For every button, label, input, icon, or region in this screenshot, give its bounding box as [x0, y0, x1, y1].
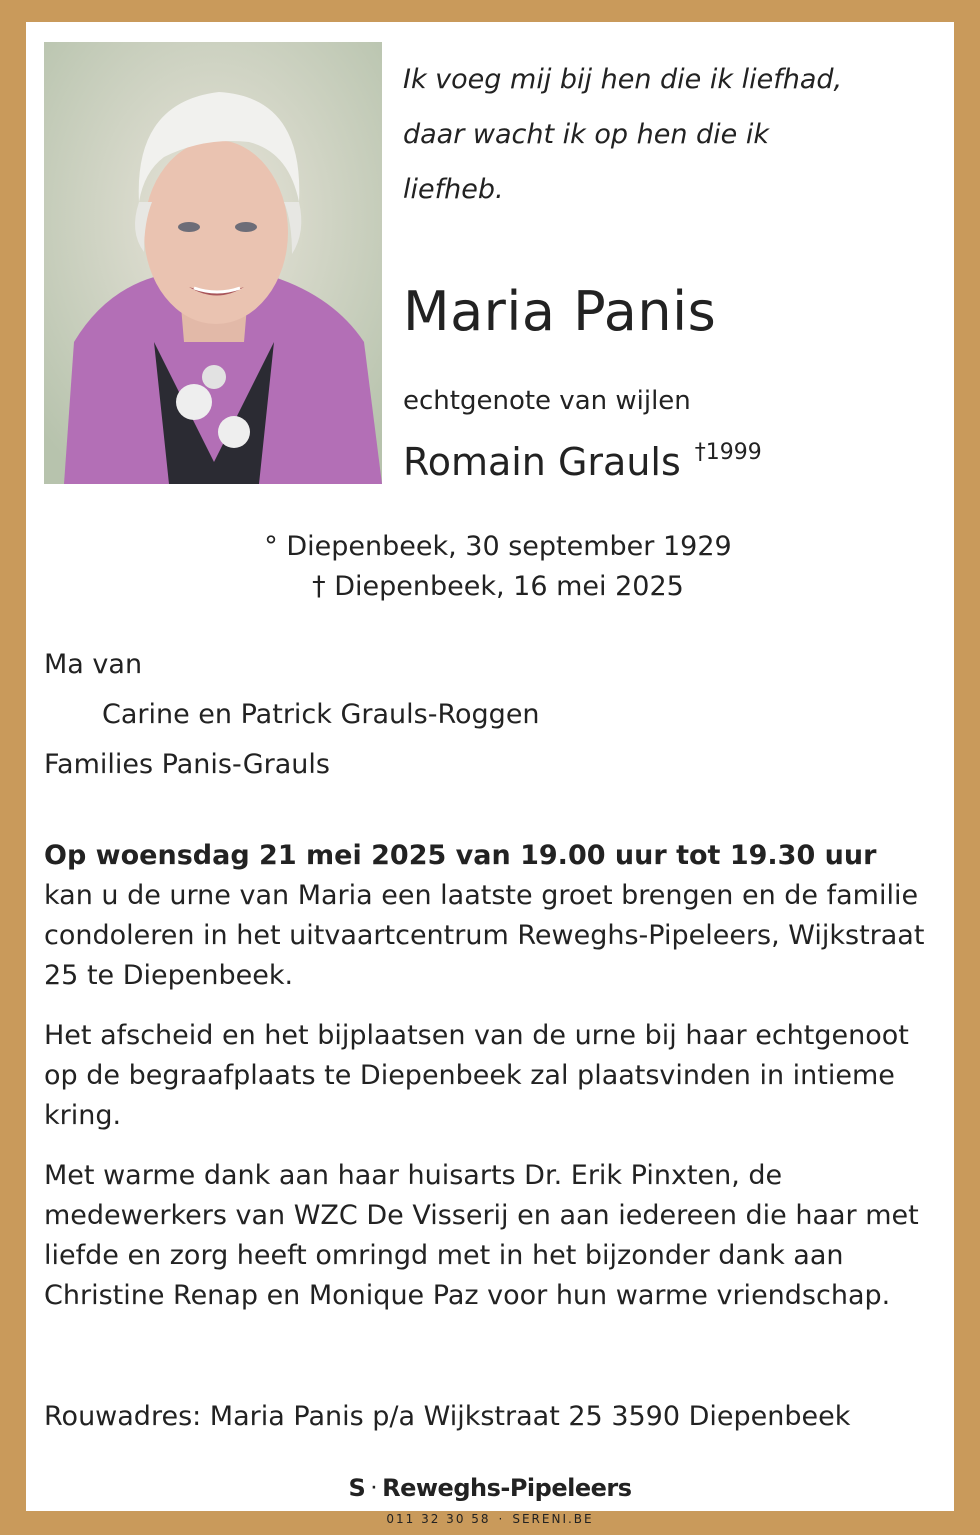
spouse-line	[403, 440, 762, 484]
obituary-card	[26, 22, 954, 1526]
quote-line: daar wacht ik op hen die ik	[403, 119, 770, 150]
quote-line: liefheb.	[403, 174, 504, 205]
quote-line: Ik voeg mij bij hen die ik liefhad,	[403, 64, 843, 95]
logo-mark: S	[348, 1474, 366, 1502]
website-link[interactable]: SERENI.BE	[512, 1512, 594, 1526]
announcement-body	[44, 836, 944, 1336]
families: Families Panis-Grauls	[44, 749, 330, 780]
deceased-name: Maria Panis	[403, 280, 717, 343]
thanks-paragraph: Met warme dank aan haar huisarts Dr. Erik Pinxten, de medewerkers van WZC De Visserij en aan iedereen die haar met liefde en zorg heeft omringd met in het bijzonder dank aan Christine Renap en Monique Paz voor hun warme vriendschap.	[44, 1160, 919, 1311]
funeral-home-logo	[26, 1474, 954, 1502]
visitation-time: Op woensdag 21 mei 2025 van 19.00 uur tot 19.30 uur	[44, 840, 877, 871]
portrait-photo	[44, 42, 382, 484]
phone-number: 011 32 30 58	[386, 1512, 491, 1526]
contact-line	[26, 1512, 954, 1526]
death-date: † Diepenbeek, 16 mei 2025	[312, 571, 684, 602]
mourning-address: Rouwadres: Maria Panis p/a Wijkstraat 25 3590 Diepenbeek	[44, 1401, 851, 1432]
logo-separator: ·	[371, 1480, 377, 1496]
life-dates	[26, 527, 954, 607]
birth-date: ° Diepenbeek, 30 september 1929	[264, 531, 732, 562]
contact-separator: ·	[498, 1512, 505, 1526]
funeral-home-footer	[26, 1474, 954, 1526]
logo-name: Reweghs-Pipeleers	[382, 1474, 632, 1502]
family-intro: Ma van	[44, 649, 143, 680]
farewell-paragraph: Het afscheid en het bijplaatsen van de urne bij haar echtgenoot op de begraafplaats te Diepenbeek zal plaatsvinden in intieme kring.	[44, 1020, 909, 1131]
quote	[403, 52, 923, 217]
children: Carine en Patrick Grauls-Roggen	[102, 699, 540, 730]
spouse-death-year: †1999	[694, 440, 762, 465]
spouse-name: Romain Grauls	[403, 440, 681, 484]
visitation-text: kan u de urne van Maria een laatste groet brengen en de familie condoleren in het uitvaartcentrum Reweghs-Pipeleers, Wijkstraat 25 te Diepenbeek.	[44, 880, 925, 991]
visitation-paragraph	[44, 836, 944, 996]
family-section	[44, 645, 540, 785]
spouse-intro: echtgenote van wijlen	[403, 386, 691, 416]
